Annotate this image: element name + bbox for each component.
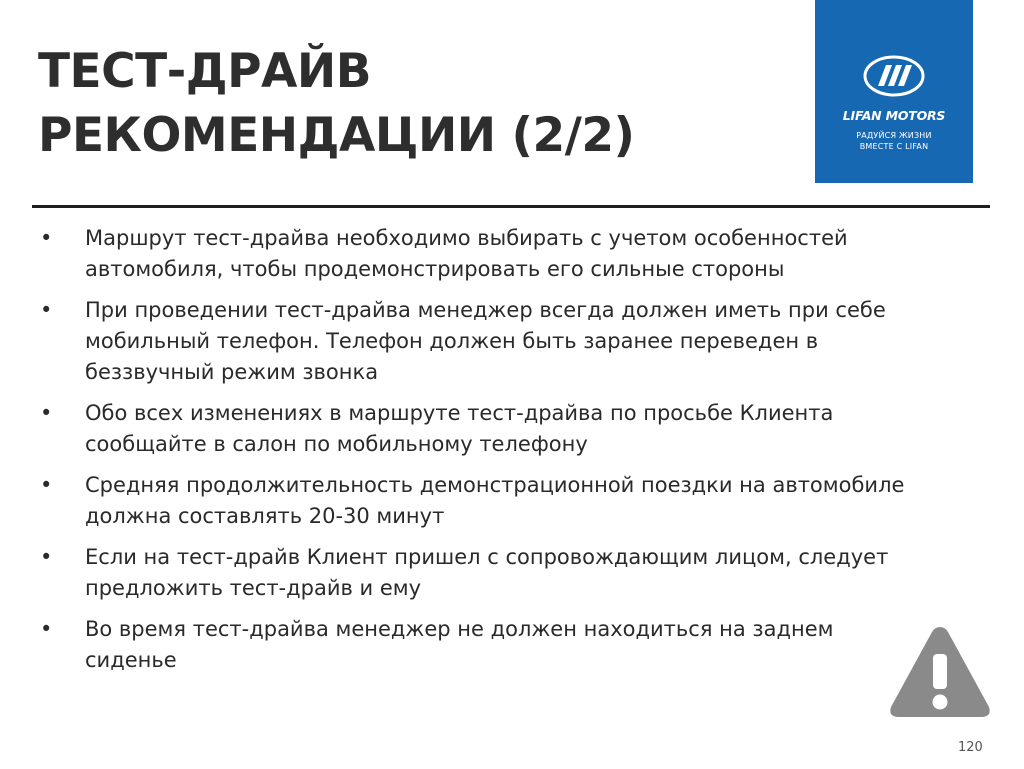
bullet-item <box>40 223 985 285</box>
bullet-text-line: беззвучный режим звонка <box>85 360 379 384</box>
lifan-logo <box>815 0 973 183</box>
bullet-dot: • <box>40 473 53 497</box>
warning-triangle-icon <box>885 623 995 721</box>
bullet-dot: • <box>40 298 53 322</box>
bullet-dot: • <box>40 401 53 425</box>
title-line-2: РЕКОМЕНДАЦИИ (2/2) <box>38 108 635 163</box>
title-line-1: ТЕСТ-ДРАЙВ <box>38 44 372 99</box>
bullet-text-line: Средняя продолжительность демонстрационной поездки на автомобиле <box>85 473 905 497</box>
bullet-item <box>40 295 985 388</box>
bullet-text-line: Маршрут тест-драйва необходимо выбирать с учетом особенностей <box>85 226 848 250</box>
bullet-item <box>40 542 985 604</box>
bullet-dot: • <box>40 617 53 641</box>
bullet-text-line: сиденье <box>85 648 177 672</box>
bullet-item <box>40 470 985 532</box>
bullet-text-line: Во время тест-драйва менеджер не должен находиться на заднем <box>85 617 834 641</box>
lifan-sails-emblem-icon <box>863 54 925 98</box>
bullet-text-line: предложить тест-драйв и ему <box>85 576 422 600</box>
logo-tagline-line-2: ВМЕСТЕ С LIFAN <box>859 142 929 151</box>
bullet-text-line: должна составлять 20-30 минут <box>85 504 445 528</box>
bullet-text-line: мобильный телефон. Телефон должен быть заранее переведен в <box>85 329 819 353</box>
bullet-text-line: Обо всех изменениях в маршруте тест-драйва по просьбе Клиента <box>85 401 834 425</box>
bullet-dot: • <box>40 545 53 569</box>
page-number: 120 <box>958 740 983 755</box>
bullet-item <box>40 614 985 676</box>
bullet-text-line: При проведении тест-драйва менеджер всегда должен иметь при себе <box>85 298 886 322</box>
slide-title <box>38 40 778 168</box>
bullet-text-line: автомобиля, чтобы продемонстрировать его сильные стороны <box>85 257 785 281</box>
title-divider <box>32 205 990 208</box>
bullet-item <box>40 398 985 460</box>
bullet-text-line: Если на тест-драйв Клиент пришел с сопровождающим лицом, следует <box>85 545 889 569</box>
bullet-text-line: сообщайте в салон по мобильному телефону <box>85 432 588 456</box>
bullet-list <box>40 223 985 686</box>
logo-tagline-line-1: РАДУЙСЯ ЖИЗНИ <box>856 131 932 140</box>
bullet-dot: • <box>40 226 53 250</box>
logo-brand: LIFAN MOTORS <box>842 108 946 123</box>
